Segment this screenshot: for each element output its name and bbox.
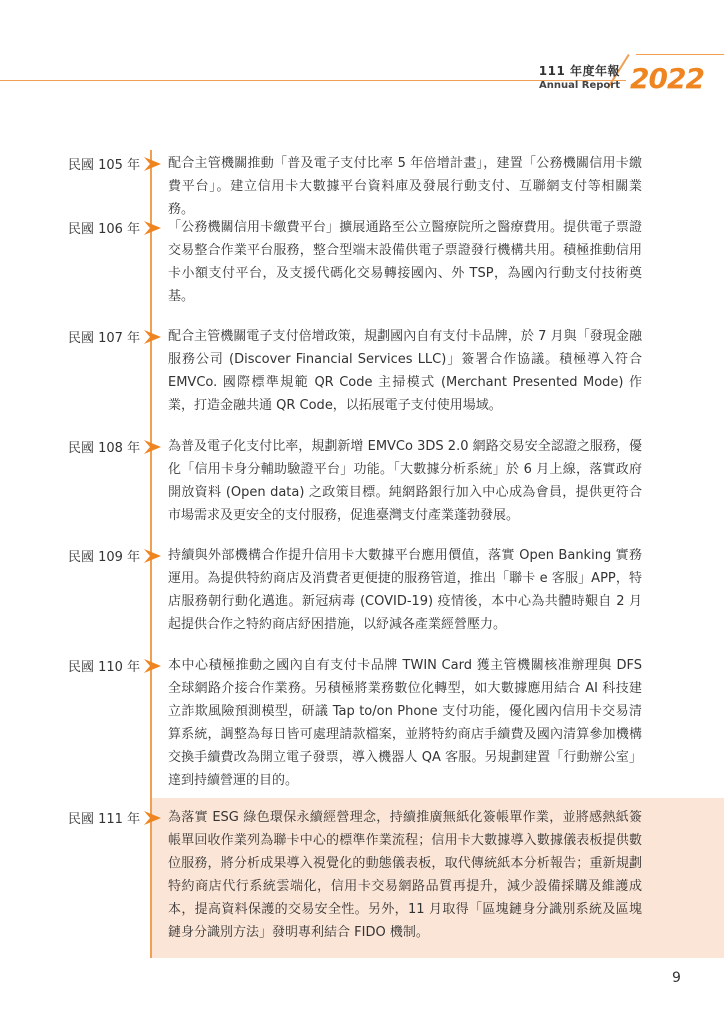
report-subtitle: Annual Report xyxy=(539,80,620,91)
entry-text: 配合主管機關電子支付倍增政策，規劃國內自有支付卡品牌，於 7 月與「發現金融服務公司 (Discover Financial Services LLC)」簽署合作協議。積極導入符合 EMVCo. 國際標準規範 QR Code 主掃模式 (Merchant Presented Mode) 作業，打造金融共通 QR Code，以拓展電子支付使用場域。 xyxy=(168,329,642,413)
chevron-right-icon xyxy=(142,810,162,826)
page-number: 9 xyxy=(672,970,681,986)
chevron-right-icon xyxy=(142,658,162,674)
chevron-right-icon xyxy=(142,548,162,564)
entry-text: 為普及電子化支付比率，規劃新增 EMVCo 3DS 2.0 網路交易安全認證之服務，優化「信用卡身分輔助驗證平台」功能。「大數據分析系統」於 6 月上線，落實政府開放資料 (Open data) 之政策目標。純網路銀行加入中心成為會員，提供更符合市場需求及更安全的支付服務，促進臺灣支付產業蓬勃發展。 xyxy=(168,439,642,523)
entry-year: 民國 109 年 xyxy=(68,550,141,565)
entry-year: 民國 110 年 xyxy=(68,660,141,675)
entry-year: 民國 107 年 xyxy=(68,331,141,346)
entry-year: 民國 111 年 xyxy=(68,812,141,827)
chevron-right-icon xyxy=(142,439,162,455)
entry-text: 為落實 ESG 綠色環保永續經營理念，持續推廣無紙化簽帳單作業，並將感熱紙簽帳單回收作業列為聯卡中心的標準作業流程；信用卡大數據導入數據儀表板提供數位服務，將分析成果導入視覺化的動態儀表板，取代傳統紙本分析報告；重新規劃特約商店代行系統雲端化，信用卡交易網路品質再提升，減少設備採購及維護成本，提高資料保護的交易安全性。另外，11 月取得「區塊鏈身分識別系統及區塊鏈身分識別方法」發明專利結合 FIDO 機制。 xyxy=(168,810,642,940)
entry-text: 本中心積極推動之國內自有支付卡品牌 TWIN Card 獲主管機關核准辦理與 DFS 全球網路介接合作業務。另積極將業務數位化轉型，如大數據應用結合 AI 科技建立詐欺風險預測模型，研議 Tap to/on Phone 支付功能，優化國內信用卡交易清算系統，調整為每日皆可處理請款檔案，並將特約商店手續費及國內清算參加機構交換手續費改為開立電子發票，導入機器人 QA 客服。另規劃建置「行動辦公室」達到持續營運的目的。 xyxy=(168,658,642,788)
chevron-right-icon xyxy=(142,329,162,345)
entry-year: 民國 108 年 xyxy=(68,441,141,456)
report-title: 111 年度年報 xyxy=(538,64,620,78)
header-rule xyxy=(0,80,626,81)
report-year: 2022 xyxy=(630,62,704,95)
header-top-rule xyxy=(636,54,724,55)
chevron-right-icon xyxy=(142,156,162,172)
chevron-right-icon xyxy=(142,220,162,236)
entry-year: 民國 105 年 xyxy=(68,158,141,173)
entry-text: 配合主管機關推動「普及電子支付比率 5 年倍增計畫」，建置「公務機關信用卡繳費平台」。建立信用卡大數據平台資料庫及發展行動支付、互聯網支付等相關業務。 xyxy=(168,156,642,217)
entry-text: 「公務機關信用卡繳費平台」擴展通路至公立醫療院所之醫療費用。提供電子票證交易整合作業平台服務，整合型端末設備供電子票證發行機構共用。積極推動信用卡小額支付平台，及支援代碼化交易轉接國內、外 TSP，為國內行動支付技術奠基。 xyxy=(168,220,642,304)
entry-year: 民國 106 年 xyxy=(68,222,141,237)
entry-text: 持續與外部機構合作提升信用卡大數據平台應用價值，落實 Open Banking 實務運用。為提供特約商店及消費者更便捷的服務管道，推出「聯卡 e 客服」APP，特店服務朝行動化邁進。新冠病毒 (COVID-19) 疫情後，本中心為共體時艱自 2 月起提供合作之特約商店紓困措施，以紓減各產業經營壓力。 xyxy=(168,548,642,632)
